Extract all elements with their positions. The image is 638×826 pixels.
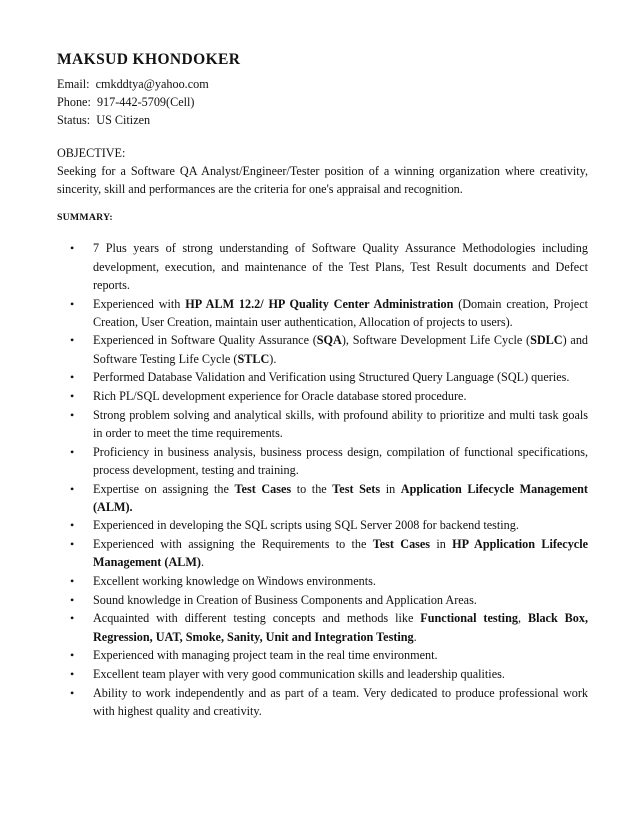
summary-item-text: ), Software Development Life Cycle ( <box>341 333 531 348</box>
summary-item-text: (Domain creation, Project Creation, User Creation, maintain user authentication, Allocation of projects to users). <box>93 296 588 329</box>
summary-item-text: Performed Database Validation and Verification using Structured Query Language (SQL) queries. <box>93 370 570 385</box>
summary-item-text: Rich PL/SQL development experience for Oracle database stored procedure. <box>93 389 467 404</box>
summary-item-text: Sound knowledge in Creation of Business Components and Application Areas. <box>93 592 477 607</box>
bullet-icon: • <box>70 370 75 385</box>
bullet-icon: • <box>70 407 75 422</box>
phone-value: 917-442-5709(Cell) <box>96 95 195 110</box>
summary-item <box>57 406 588 442</box>
summary-item-text: ). <box>269 351 277 366</box>
bullet-icon: • <box>70 296 75 311</box>
summary-item-emphasis: HP Application Lifecycle Management (ALM) <box>93 537 589 570</box>
summary-heading: SUMMARY: <box>57 212 113 224</box>
summary-item-text: Excellent working knowledge on Windows environments. <box>93 574 376 589</box>
summary-item-text: Strong problem solving and analytical skills, with profound ability to prioritize and multi task goals in order to meet the time requirements. <box>93 407 588 440</box>
summary-item <box>57 480 588 516</box>
summary-item <box>57 684 588 720</box>
summary-item-emphasis: HP ALM 12.2/ HP Quality Center Administration <box>185 296 454 311</box>
email-line <box>57 75 588 93</box>
summary-item-emphasis: Test Cases <box>372 537 431 552</box>
summary-item-text: Expertise on assigning the <box>93 481 235 496</box>
bullet-icon: • <box>70 667 75 682</box>
bullet-icon: • <box>70 648 75 663</box>
bullet-icon: • <box>70 537 75 552</box>
summary-list <box>57 239 588 720</box>
status-label: Status: <box>57 113 91 128</box>
bullet-icon: • <box>70 333 75 348</box>
bullet-icon: • <box>70 611 75 626</box>
summary-item <box>57 387 588 405</box>
phone-line <box>57 93 588 111</box>
summary-item-text: Excellent team player with very good communication skills and leadership qualities. <box>93 667 505 682</box>
summary-item-emphasis: Application Lifecycle Management (ALM). <box>93 481 588 514</box>
summary-item <box>57 535 588 571</box>
summary-item-text: Experienced in Software Quality Assurance ( <box>93 333 317 348</box>
bullet-icon: • <box>70 444 75 459</box>
summary-item <box>57 591 588 609</box>
bullet-icon: • <box>70 592 75 607</box>
phone-label: Phone: <box>57 95 91 110</box>
summary-item <box>57 516 588 534</box>
summary-item-text: Acquainted with different testing concepts and methods like <box>93 611 421 626</box>
candidate-name: MAKSUD KHONDOKER <box>57 51 241 68</box>
summary-item <box>57 609 588 645</box>
summary-item-text: , <box>517 611 528 626</box>
summary-item-text: . <box>413 629 417 644</box>
summary-item-text: to the <box>291 481 333 496</box>
bullet-icon: • <box>70 518 75 533</box>
status-value: US Citizen <box>96 113 151 128</box>
summary-item-text: Experienced with assigning the Requirements to the <box>93 537 373 552</box>
bullet-icon: • <box>70 685 75 700</box>
status-line <box>57 111 588 129</box>
summary-item-text: . <box>200 555 205 570</box>
summary-item-emphasis: STLC <box>237 351 270 366</box>
summary-item-text: Experienced with <box>93 296 186 311</box>
summary-item-emphasis: Test Sets <box>332 481 381 496</box>
summary-item-text: Ability to work independently and as part of a team. Very dedicated to produce professional work with highest quality and creativity. <box>93 685 588 718</box>
summary-item <box>57 665 588 683</box>
summary-item <box>57 368 588 386</box>
summary-item-emphasis: Black Box, Regression, UAT, Smoke, Sanity, Unit and Integration Testing <box>93 611 589 644</box>
summary-item-text: Experienced with managing project team in the real time environment. <box>93 648 438 663</box>
bullet-icon: • <box>70 389 75 404</box>
objective-text: Seeking for a Software QA Analyst/Engineer/Tester position of a winning organization where creativity, sincerity, skill and performances are the criteria for one's appraisal and recognition. <box>57 163 588 197</box>
bullet-icon: • <box>70 574 75 589</box>
summary-item <box>57 443 588 479</box>
summary-item-emphasis: SQA <box>316 333 342 348</box>
email-value: cmkddtya@yahoo.com <box>95 77 209 91</box>
summary-item-text: in <box>430 537 453 552</box>
summary-item-text: Proficiency in business analysis, business process design, compilation of functional specifications, process development, testing and training. <box>93 444 588 477</box>
email-label: Email: <box>57 77 90 91</box>
summary-item-emphasis: Functional testing <box>420 611 518 626</box>
summary-item-text: in <box>380 481 401 496</box>
summary-item <box>57 239 588 294</box>
summary-item <box>57 331 588 367</box>
bullet-icon: • <box>70 241 75 256</box>
bullet-icon: • <box>70 481 75 496</box>
objective-heading: OBJECTIVE: <box>57 145 126 160</box>
summary-item-text: ) and Software Testing Life Cycle ( <box>93 333 589 366</box>
summary-item <box>57 646 588 664</box>
summary-item-emphasis: Test Cases <box>234 481 292 496</box>
summary-item-emphasis: SDLC <box>530 333 563 348</box>
summary-item-text: 7 Plus years of strong understanding of Software Quality Assurance Methodologies including development, execution, and maintenance of the Test Plans, Test Result documents and Defect reports. <box>93 241 588 292</box>
summary-item <box>57 295 588 331</box>
summary-item-text: Experienced in developing the SQL scripts using SQL Server 2008 for backend testing. <box>93 518 519 533</box>
summary-item <box>57 572 588 590</box>
